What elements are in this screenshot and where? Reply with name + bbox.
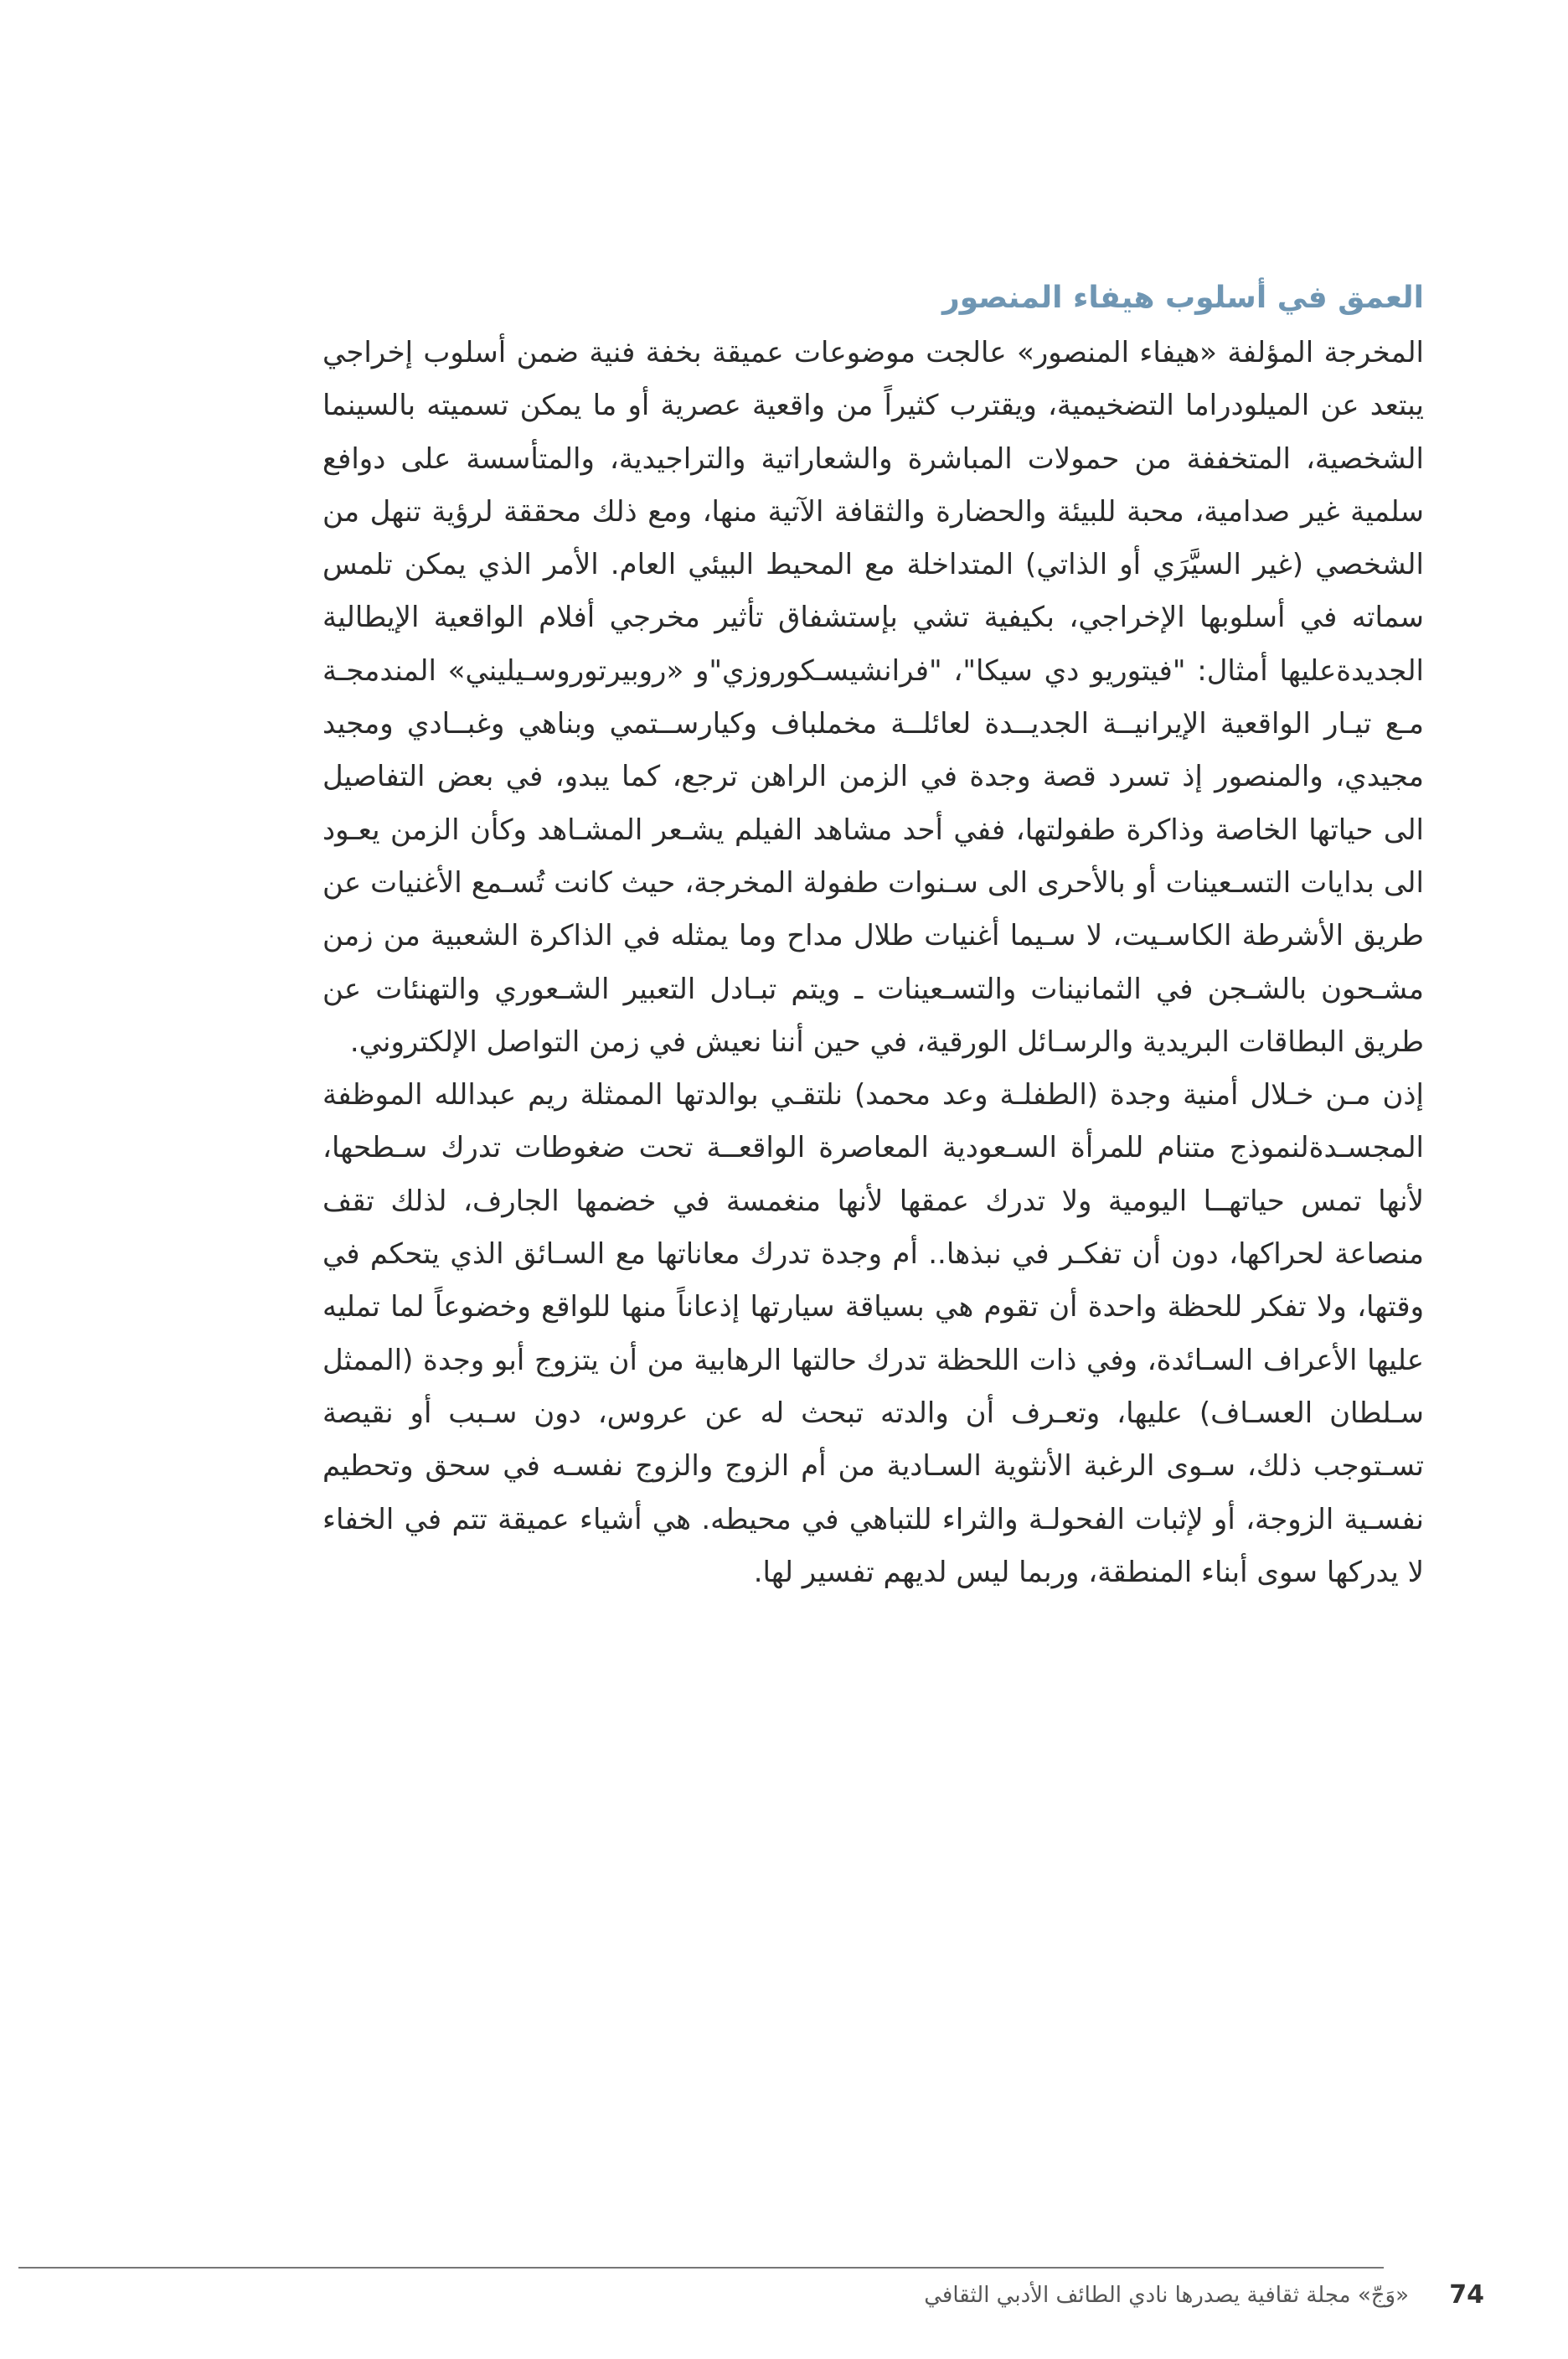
article xyxy=(322,275,1424,1599)
article-heading: العمق في أسلوب هيفاء المنصور xyxy=(941,281,1424,315)
article-paragraph-1: المخرجة المؤلفة «هيفاء المنصور» عالجت موضوعات عميقة بخفة فنية ضمن أسلوب إخراجي يبتعد عن الميلودراما التضخيمية، ويقترب كثيراً من واقعية عصرية أو ما يمكن تسميته بالسينما الشخصية، المتخففة من حمولات المباشرة والشعاراتية والتراجيدية، والمتأسسة على دوافع سلمية غير صدامية، محبة للبيئة والحضارة والثقافة الآتية منها، ومع ذلك محققة لرؤية تنهل من الشخصي (غير السيَّرَي أو الذاتي) المتداخلة مع المحيط البيئي العام. الأمر الذي يمكن تلمس سماته في أسلوبها الإخراجي، بكيفية تشي بإستشفاق تأثير مخرجي أفلام الواقعية الإيطالية الجديدةعليها أمثال: "فيتوريو دي سيكا"، "فرانشيسـكوروزي"و «روبيرتوروسـيليني» المندمجـة مـع تيـار الواقعية الإيرانيــة الجديــدة لعائلــة مخملباف وكيارســتمي وبناهي وغبــادي ومجيد مجيدي، والمنصور إذ تسرد قصة وجدة في الزمن الراهن ترجع، كما يبدو، في بعض التفاصيل الى حياتها الخاصة وذاكرة طفولتها، ففي أحد مشاهد الفيلم يشـعر المشـاهد وكأن الزمن يعـود الى بدايات التسـعينات أو بالأحرى الى سـنوات طفولة المخرجة، حيث كانت تُسـمع الأغنيات عن طريق الأشرطة الكاسـيت، لا سـيما أغنيات طلال مداح وما يمثله في الذاكرة الشعبية من زمن مشـحون بالشـجن في الثمانينات والتسـعينات ـ ويتم تبـادل التعبير الشـعوري والتهنئات عن طريق البطاقات البريدية والرسـائل الورقية، في حين أننا نعيش في زمن التواصل الإلكتروني. xyxy=(322,336,1424,1059)
footer-caption: «وَجّ» مجلة ثقافية يصدرها نادي الطائف الأدبي الثقافي xyxy=(924,2283,1409,2308)
footer-divider xyxy=(18,2267,1384,2269)
page-number: 74 xyxy=(1449,2280,1484,2310)
article-paragraph-2: إذن مـن خـلال أمنية وجدة (الطفلـة وعد محمد) نلتقـي بوالدتها الممثلة ريم عبدالله الموظفة المجسـدةلنموذج متنام للمرأة السـعودية المعاصرة الواقعــة تحت ضغوطات تدرك سـطحها، لأنها تمس حياتهــا اليومية ولا تدرك عمقها لأنها منغمسة في خضمها الجارف، لذلك تقف منصاعة لحراكها، دون أن تفكـر في نبذها.. أم وجدة تدرك معاناتها مع السـائق الذي يتحكم في وقتها، ولا تفكر للحظة واحدة أن تقوم هي بسياقة سيارتها إذعاناً منها للواقع وخضوعاً لما تمليه عليها الأعراف السـائدة، وفي ذات اللحظة تدرك حالتها الرهابية من أن يتزوج أبو وجدة (الممثل سـلطان العسـاف) عليها، وتعـرف أن والدته تبحث له عن عروس، دون سـبب أو نقيصة تسـتوجب ذلك، سـوى الرغبة الأنثوية السـادية من أم الزوج والزوج نفسـه في سحق وتحطيم نفسـية الزوجة، أو لإثبات الفحولـة والثراء للتباهي في محيطه. هي أشياء عميقة تتم في الخفاء لا يدركها سوى أبناء المنطقة، وربما ليس لديهم تفسير لها. xyxy=(322,1078,1424,1589)
